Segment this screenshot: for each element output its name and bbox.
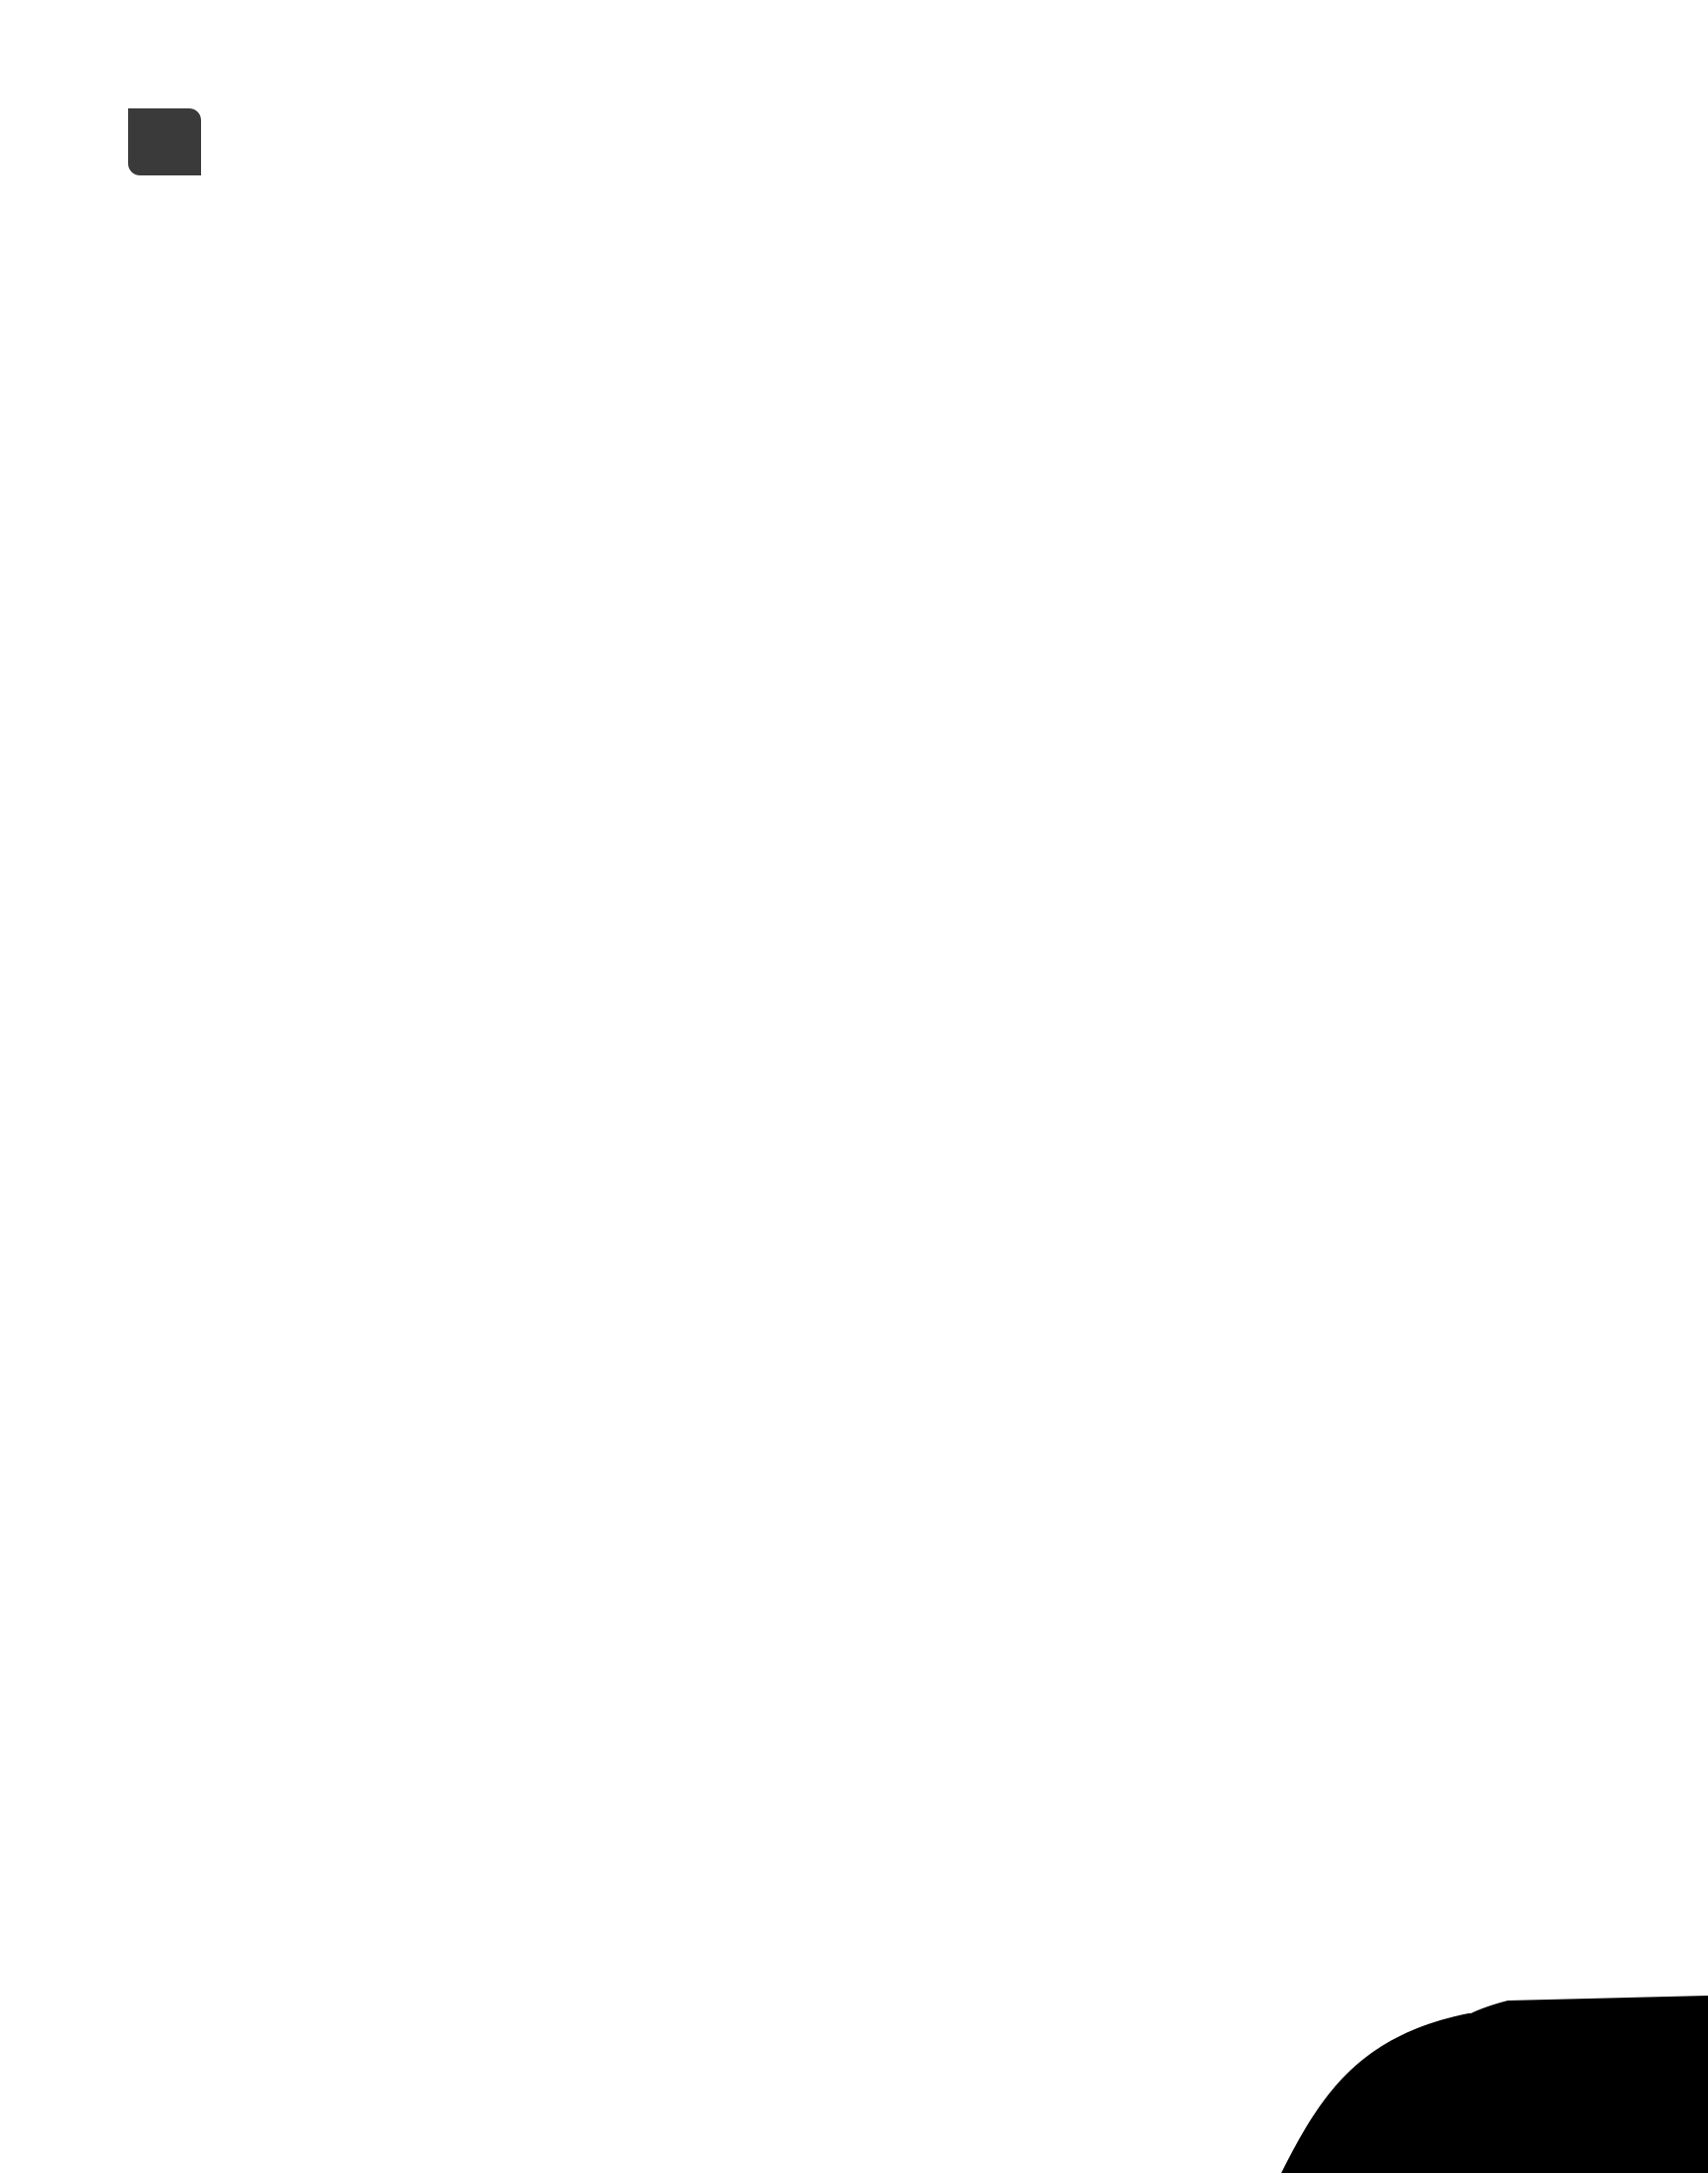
- section-header: [128, 108, 223, 175]
- section-number-badge: [128, 108, 201, 175]
- corner-dark-wave: [1350, 1996, 1708, 2173]
- page-corner-shape: [1212, 1996, 1708, 2173]
